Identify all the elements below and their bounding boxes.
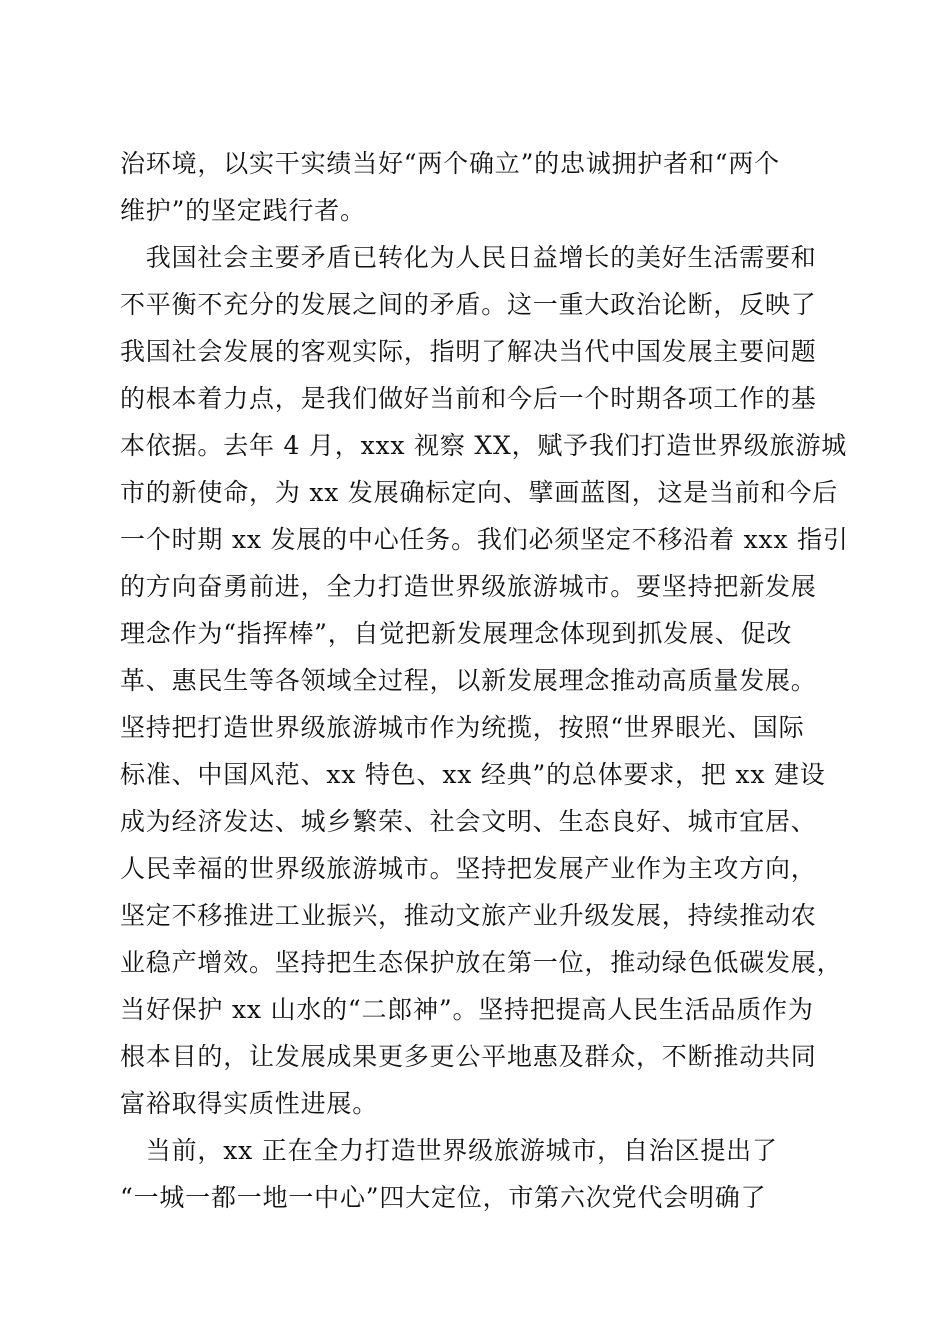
text-line: 根本目的，让发展成果更多更公平地惠及群众，不断推动共同 (120, 1042, 817, 1071)
text-line: 的方向奋勇前进，全力打造世界级旅游城市。要坚持把新发展 (120, 572, 817, 601)
text-line: 治环境，以实干实绩当好“两个确立”的忠诚拥护者和“两个 (120, 149, 780, 178)
text-line: 坚定不移推进工业振兴，推动文旅产业升级发展，持续推动农 (120, 901, 817, 930)
text-line: 我国社会发展的客观实际，指明了解决当代中国发展主要问题 (120, 337, 817, 366)
body-text (120, 140, 849, 1221)
text-line: 标准、中国风范、xx 特色、xx 经典”的总体要求，把 xx 建设 (120, 760, 826, 789)
text-line: 成为经济发达、城乡繁荣、社会文明、生态良好、城市宜居、 (120, 807, 817, 836)
text-line: 维护”的坚定践行者。 (120, 196, 366, 225)
text-line: 革、惠民生等各领域全过程，以新发展理念推动高质量发展。 (120, 666, 817, 695)
text-line: 坚持把打造世界级旅游城市作为统揽，按照“世界眼光、国际 (120, 713, 805, 742)
text-line: “一城一都一地一中心”四大定位，市第六次党代会明确了 (120, 1183, 767, 1212)
text-line: 市的新使命，为 xx 发展确标定向、擘画蓝图，这是当前和今后 (120, 478, 839, 507)
text-line: 的根本着力点，是我们做好当前和今后一个时期各项工作的基 (120, 384, 817, 413)
text-line: 当前，xx 正在全力打造世界级旅游城市，自治区提出了 (120, 1136, 778, 1165)
text-line: 本依据。去年 4 月，xxx 视察 XX，赋予我们打造世界级旅游城 (120, 431, 847, 460)
text-line: 富裕取得实质性进展。 (120, 1089, 379, 1118)
text-line: 不平衡不充分的发展之间的矛盾。这一重大政治论断，反映了 (120, 290, 817, 319)
text-line: 一个时期 xx 发展的中心任务。我们必须坚定不移沿着 xxx 指引 (120, 525, 849, 554)
text-line: 当好保护 xx 山水的“二郎神”。坚持把提高人民生活品质作为 (120, 995, 814, 1024)
text-line: 理念作为“指挥棒”，自觉把新发展理念体现到抓发展、促改 (120, 619, 793, 648)
text-line: 我国社会主要矛盾已转化为人民日益增长的美好生活需要和 (120, 243, 817, 272)
text-line: 人民幸福的世界级旅游城市。坚持把发展产业作为主攻方向， (120, 854, 817, 883)
text-line: 业稳产增效。坚持把生态保护放在第一位，推动绿色低碳发展， (120, 948, 843, 977)
